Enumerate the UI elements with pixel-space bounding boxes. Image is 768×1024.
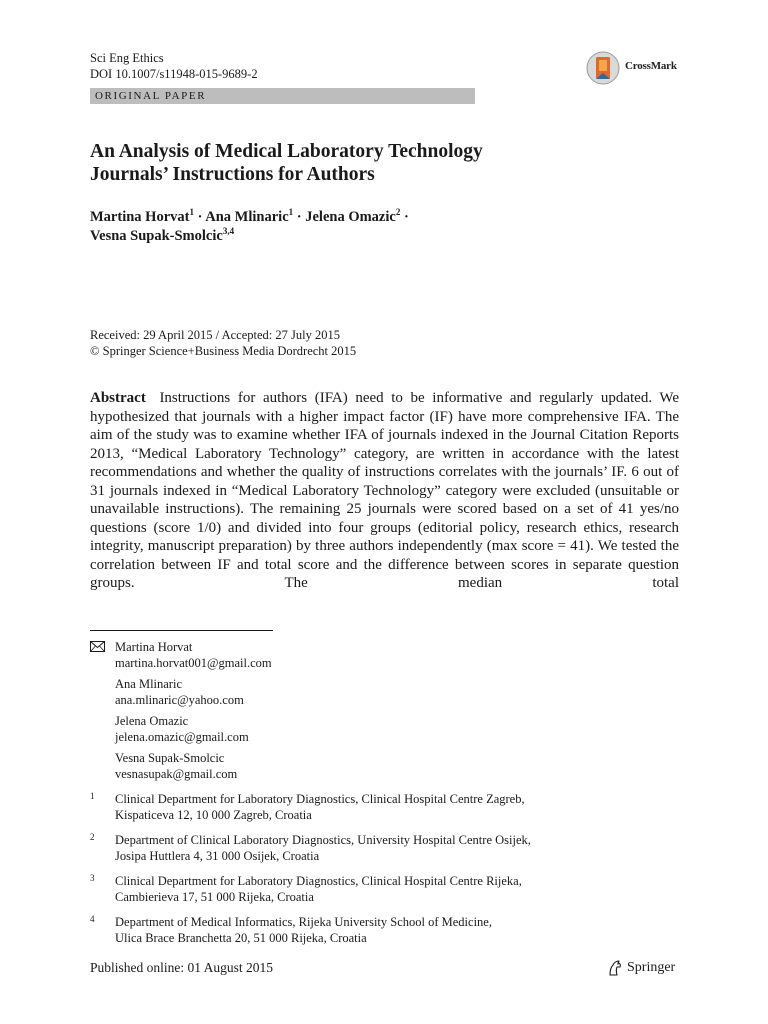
author-affiliation-ref: 1 xyxy=(189,207,194,217)
received-accepted-dates: Received: 29 April 2015 / Accepted: 27 July 2015 xyxy=(90,328,340,342)
contact-email[interactable]: martina.horvat001@gmail.com xyxy=(115,655,272,670)
title-line-1: An Analysis of Medical Laboratory Technology xyxy=(90,141,483,162)
title-line-2: Journals’ Instructions for Authors xyxy=(90,164,375,185)
affiliation-item xyxy=(90,915,610,946)
author-affiliation-ref: 1 xyxy=(288,207,294,217)
affiliation-number: 1 xyxy=(90,791,95,801)
article-history xyxy=(90,327,356,359)
springer-horse-icon xyxy=(606,959,624,977)
section-banner: ORIGINAL PAPER xyxy=(90,88,475,104)
contact-name: Ana Mlinaric xyxy=(115,677,182,691)
author-separator: · xyxy=(197,209,203,225)
article-title xyxy=(90,140,650,186)
abstract-text: Instructions for authors (IFA) need to be informative and regularly updated. We hypothesized that journals with a higher impact factor (IF) have more comprehensive IFA. The aim of the study was to examine whether IFA of journals indexed in the Journal Citation Reports 2013, “Medical Laboratory Technology” category, are written in accordance with the latest recommendations and whether the quality of instructions correlates with the journals’ IF. 6 out of 31 journals indexed in “Medical Laboratory Technology” category were excluded (unsuitable or unavailable instructions). The remaining 25 journals were scored based on a set of 41 yes/no questions (score 1/0) and divided into four groups (editorial policy, research ethics, research integrity, manuscript preparation) by three authors independently (max score = 41). We tested the correlation between IF and total score and the difference between scores in separate question groups. The median total xyxy=(90,390,680,591)
author-name[interactable]: Vesna Supak-Smolcic xyxy=(90,228,223,244)
author-affiliation-ref: 3,4 xyxy=(222,226,235,236)
footnote-divider xyxy=(90,630,273,631)
journal-name: Sci Eng Ethics xyxy=(90,51,164,65)
affiliation-item xyxy=(90,792,610,823)
affiliation-line: Kispaticeva 12, 10 000 Zagreb, Croatia xyxy=(115,807,312,822)
contact-entry xyxy=(115,751,272,782)
publisher-name: Springer xyxy=(627,960,676,975)
envelope-icon xyxy=(90,641,105,652)
contact-entry xyxy=(115,677,272,708)
affiliation-line: Clinical Department for Laboratory Diagnostics, Clinical Hospital Centre Rijeka, xyxy=(115,874,522,888)
affiliation-line: Department of Clinical Laboratory Diagnostics, University Hospital Centre Osijek, xyxy=(115,833,531,847)
affiliation-line: Clinical Department for Laboratory Diagnostics, Clinical Hospital Centre Zagreb, xyxy=(115,792,525,806)
author-name[interactable]: Jelena Omazic xyxy=(305,209,396,225)
contact-name: Martina Horvat xyxy=(115,640,193,654)
affiliation-line: Cambierieva 17, 51 000 Rijeka, Croatia xyxy=(115,889,314,904)
affiliation-list xyxy=(90,792,610,956)
doi[interactable]: DOI 10.1007/s11948-015-9689-2 xyxy=(90,67,258,81)
affiliation-item xyxy=(90,833,610,864)
abstract xyxy=(90,389,679,593)
contact-entry xyxy=(115,640,272,671)
abstract-label: Abstract xyxy=(90,390,146,406)
contact-entry xyxy=(115,714,272,745)
contact-email[interactable]: vesnasupak@gmail.com xyxy=(115,766,238,781)
copyright-notice: © Springer Science+Business Media Dordrecht 2015 xyxy=(90,344,357,358)
author-affiliation-ref: 2 xyxy=(395,207,401,217)
contact-email[interactable]: jelena.omazic@gmail.com xyxy=(115,729,249,744)
affiliation-line: Ulica Brace Branchetta 20, 51 000 Rijeka, Croatia xyxy=(115,930,367,945)
author-list xyxy=(90,208,650,246)
affiliation-line: Department of Medical Informatics, Rijeka University School of Medicine, xyxy=(115,915,492,929)
affiliation-item xyxy=(90,874,610,905)
affiliation-line: Josipa Huttlera 4, 31 000 Osijek, Croatia xyxy=(115,848,320,863)
publisher-logo xyxy=(606,959,675,977)
corresponding-contacts xyxy=(115,640,272,788)
contact-name: Jelena Omazic xyxy=(115,714,189,728)
author-separator: · xyxy=(403,209,409,225)
crossmark-badge[interactable] xyxy=(585,50,700,86)
published-date: Published online: 01 August 2015 xyxy=(90,960,274,975)
contact-email[interactable]: ana.mlinaric@yahoo.com xyxy=(115,692,244,707)
author-name[interactable]: Ana Mlinaric xyxy=(205,209,289,225)
affiliation-number: 3 xyxy=(90,873,95,883)
crossmark-label: CrossMark xyxy=(625,60,677,72)
affiliation-number: 2 xyxy=(90,832,95,842)
affiliation-number: 4 xyxy=(90,914,95,924)
crossmark-icon xyxy=(585,50,621,86)
author-name[interactable]: Martina Horvat xyxy=(90,209,190,225)
contact-name: Vesna Supak-Smolcic xyxy=(115,751,225,765)
author-separator: · xyxy=(296,209,302,225)
